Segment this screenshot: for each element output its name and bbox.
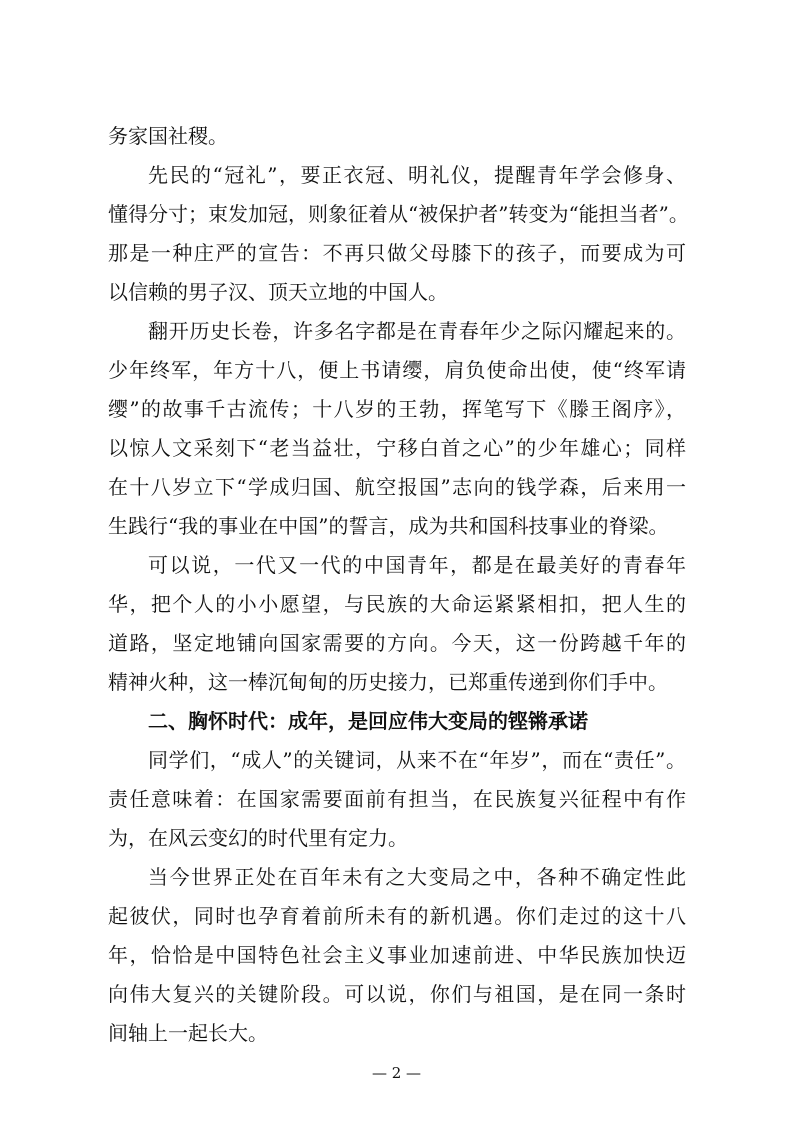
page-number: — 2 — (371, 1064, 422, 1082)
paragraph-line: 同学们，“成人”的关键词，从来不在“年岁”，而在“责任”。 (148, 748, 686, 772)
paragraph-line: 懂得分寸；束发加冠，则象征着从“被保护者”转变为“能担当者”。 (108, 202, 689, 226)
paragraph-line: 道路，坚定地铺向国家需要的方向。今天，这一份跨越千年的 (108, 631, 686, 655)
paragraph-line: 先民的“冠礼”，要正衣冠、明礼仪，提醒青年学会修身、 (148, 163, 686, 187)
paragraph-line: 那是一种庄严的宣告：不再只做父母膝下的孩子，而要成为可 (108, 241, 686, 265)
paragraph-line: 当今世界正处在百年未有之大变局之中，各种不确定性此 (148, 865, 686, 889)
paragraph-line: 华，把个人的小小愿望，与民族的大命运紧紧相扣，把人生的 (108, 592, 686, 616)
paragraph-line: 为，在风云变幻的时代里有定力。 (108, 826, 408, 850)
paragraph-line: 缨”的故事千古流传；十八岁的王勃，挥笔写下《滕王阁序》， (108, 397, 686, 421)
paragraph-line: 可以说，一代又一代的中国青年，都是在最美好的青春年 (148, 553, 686, 577)
paragraph-line: 务家国社稷。 (108, 124, 228, 148)
paragraph-line: 精神火种，这一棒沉甸甸的历史接力，已郑重传递到你们手中。 (108, 670, 668, 694)
paragraph-line: 以信赖的男子汉、顶天立地的中国人。 (108, 280, 448, 304)
paragraph-line: 生践行“我的事业在中国”的誓言，成为共和国科技事业的脊梁。 (108, 514, 669, 538)
paragraph-line: 年，恰恰是中国特色社会主义事业加速前进、中华民族加快迈 (108, 943, 686, 967)
paragraph-line: 向伟大复兴的关键阶段。可以说，你们与祖国，是在同一条时 (108, 982, 686, 1006)
paragraph-line: 在十八岁立下“学成归国、航空报国”志向的钱学森，后来用一 (108, 475, 686, 499)
paragraph-line: 责任意味着：在国家需要面前有担当，在民族复兴征程中有作 (108, 787, 686, 811)
paragraph-line: 间轴上一起长大。 (108, 1021, 268, 1045)
paragraph-line: 起彼伏，同时也孕育着前所未有的新机遇。你们走过的这十八 (108, 904, 686, 928)
paragraph-line: 翻开历史长卷，许多名字都是在青春年少之际闪耀起来的。 (148, 319, 686, 343)
section-heading: 二、胸怀时代：成年，是回应伟大变局的铿锵承诺 (148, 709, 588, 733)
paragraph-line: 少年终军，年方十八，便上书请缨，肩负使命出使，使“终军请 (108, 358, 686, 382)
paragraph-line: 以惊人文采刻下“老当益壮，宁移白首之心”的少年雄心；同样 (108, 436, 686, 460)
